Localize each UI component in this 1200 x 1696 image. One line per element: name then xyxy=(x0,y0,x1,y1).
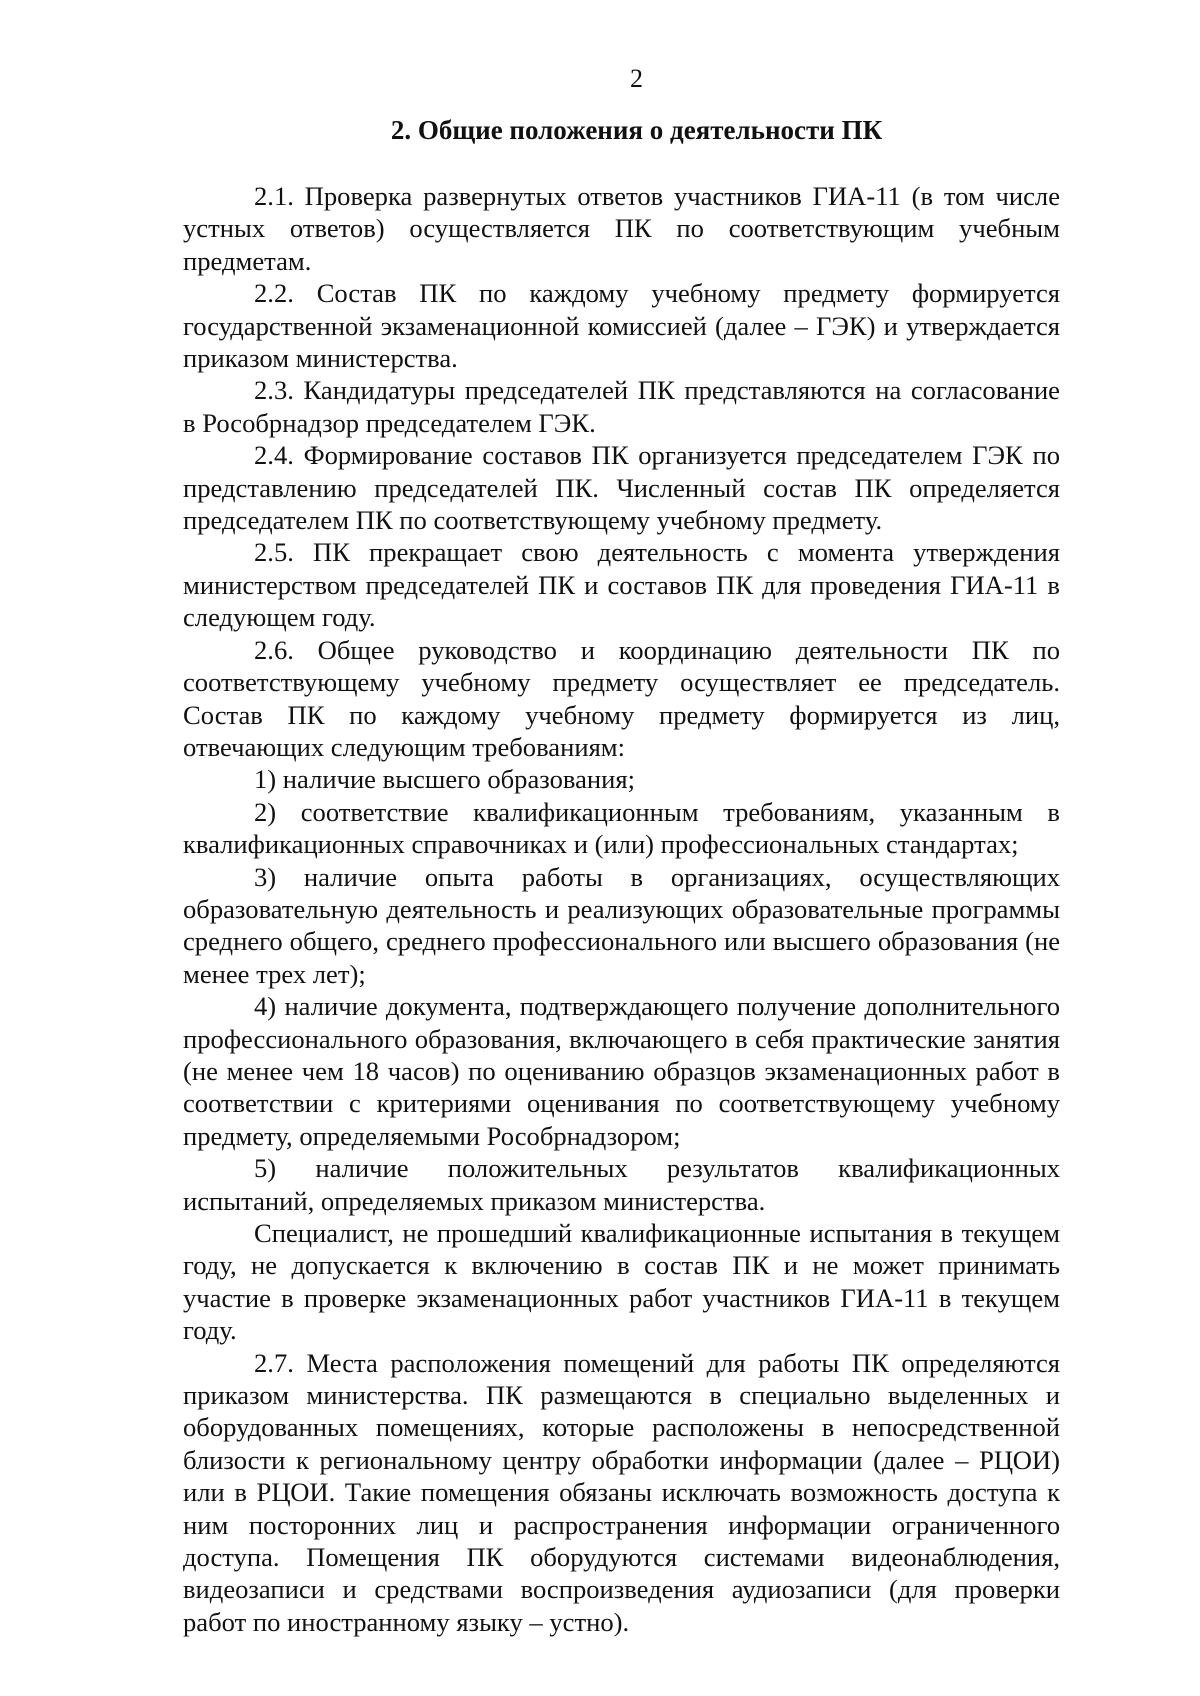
requirement-item-3: 3) наличие опыта работы в организациях, осуществляющих образовательную деятельность и реализующих образовательные программы среднего общего, среднего профессионального или высшего образования (не менее трех лет); xyxy=(183,861,1060,989)
paragraph-2-2: 2.2. Состав ПК по каждому учебному предмету формируется государственной экзаменационной комиссией (далее – ГЭК) и утверждается приказом министерства. xyxy=(183,278,1060,374)
paragraph-2-4: 2.4. Формирование составов ПК организуется председателем ГЭК по представлению председателей ПК. Численный состав ПК определяется председателем ПК по соответствующему учебному предмету. xyxy=(183,440,1060,536)
specialist-note: Специалист, не прошедший квалификационные испытания в текущем году, не допускается к включению в состав ПК и не может принимать участие в проверке экзаменационных работ участников ГИА-11 в текущем году. xyxy=(183,1218,1060,1346)
requirement-item-5: 5) наличие положительных результатов квалификационных испытаний, определяемых приказом министерства. xyxy=(183,1153,1060,1216)
paragraph-2-1: 2.1. Проверка развернутых ответов участников ГИА-11 (в том числе устных ответов) осуществляется ПК по соответствующим учебным предметам. xyxy=(183,181,1060,276)
document-body xyxy=(183,180,1060,1638)
page-number: 2 xyxy=(630,64,643,93)
paragraph-2-5: 2.5. ПК прекращает свою деятельность с момента утверждения министерством председателей ПК и составов ПК для проведения ГИА-11 в следующем году. xyxy=(183,537,1060,633)
requirement-item-2: 2) соответствие квалификационным требованиям, указанным в квалификационных справочниках и (или) профессиональных стандартах; xyxy=(183,796,1060,860)
section-title: 2. Общие положения о деятельности ПК xyxy=(390,115,883,145)
requirement-item-1: 1) наличие высшего образования; xyxy=(254,764,635,795)
paragraph-2-6: 2.6. Общее руководство и координацию деятельности ПК по соответствующему учебному предмету осуществляет ее председатель. Состав ПК по каждому учебному предмету формируется из лиц, отвечающих следующим требованиям: xyxy=(183,634,1060,762)
requirement-item-4: 4) наличие документа, подтверждающего получение дополнительного профессионального образования, включающего в себя практические занятия (не менее чем 18 часов) по оцениванию образцов экзаменационных работ в соответствии с критериями оценивания по соответствующему учебному предмету, определяемыми Рособрнадзором; xyxy=(183,991,1060,1151)
paragraph-2-7: 2.7. Места расположения помещений для работы ПК определяются приказом министерства. ПК размещаются в специально выделенных и оборудованных помещениях, которые расположены в непосредственной близости к региональному центру обработки информации (далее – РЦОИ) или в РЦОИ. Такие помещения обязаны исключать возможность доступа к ним посторонних лиц и распространения информации ограниченного доступа. Помещения ПК оборудуются системами видеонаблюдения, видеозаписи и средствами воспроизведения аудиозаписи (для проверки работ по иностранному языку – устно). xyxy=(183,1347,1060,1637)
paragraph-2-3: 2.3. Кандидатуры председателей ПК представляются на согласование в Рособрнадзор председателем ГЭК. xyxy=(183,375,1060,438)
